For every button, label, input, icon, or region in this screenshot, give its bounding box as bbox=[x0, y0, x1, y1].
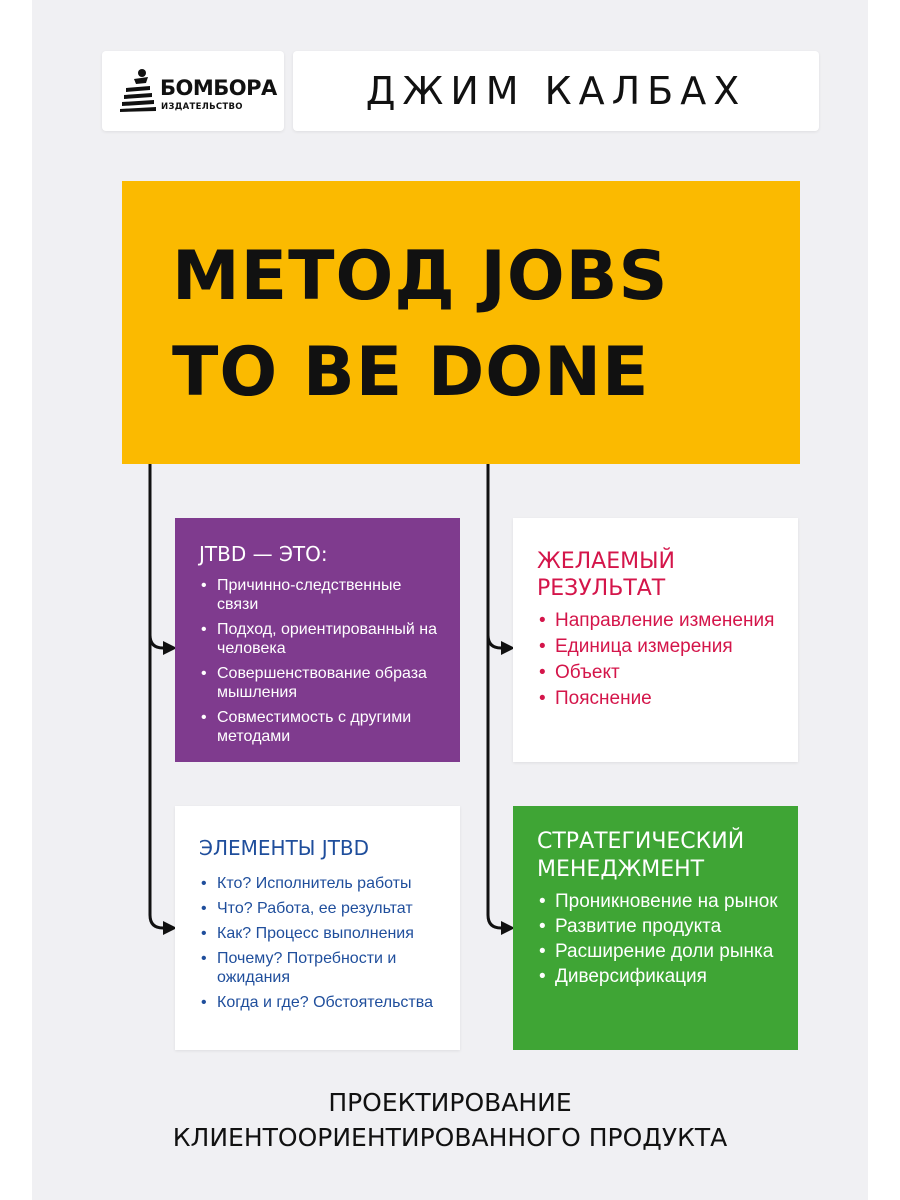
publisher-brand: БОМБОРА bbox=[160, 76, 277, 100]
subtitle-line-1: ПРОЕКТИРОВАНИЕ bbox=[328, 1088, 572, 1117]
panel-heading: ЖЕЛАЕМЫЙ РЕЗУЛЬТАТ bbox=[537, 549, 675, 601]
panel-heading: ЭЛЕМЕНТЫ JTBD bbox=[199, 836, 370, 860]
list-item: • Совместимость с другими методами bbox=[199, 708, 440, 746]
list-item: • Диверсификация bbox=[537, 967, 778, 987]
list-item: • Подход, ориентированный на человека bbox=[199, 620, 440, 658]
bullet-list bbox=[537, 610, 778, 709]
panel-heading: СТРАТЕГИЧЕСКИЙ МЕНЕДЖМЕНТ bbox=[537, 829, 745, 882]
book-subtitle bbox=[32, 1085, 868, 1155]
list-item: • Развитие продукта bbox=[537, 917, 778, 937]
panel-jtbd-elements bbox=[175, 806, 460, 1050]
subtitle-line-2: КЛИЕНТООРИЕНТИРОВАННОГО ПРОДУКТА bbox=[172, 1123, 728, 1152]
list-item: • Совершенствование образа мышления bbox=[199, 664, 440, 702]
publisher-subtitle: ИЗДАТЕЛЬСТВО bbox=[161, 102, 243, 112]
author-name: ДЖИМ КАЛБАХ bbox=[365, 69, 747, 113]
list-item: • Проникновение на рынок bbox=[537, 892, 778, 912]
list-item: • Почему? Потребности и ожидания bbox=[199, 949, 440, 987]
bullet-list bbox=[199, 874, 440, 1012]
panel-heading: JTBD — ЭТО: bbox=[199, 542, 328, 566]
connector-left bbox=[150, 464, 170, 928]
connector-right bbox=[488, 464, 508, 928]
list-item: • Единица измерения bbox=[537, 636, 778, 657]
panel-desired-outcome bbox=[513, 518, 798, 762]
list-item: • Направление изменения bbox=[537, 610, 778, 631]
list-item: • Что? Работа, ее результат bbox=[199, 899, 440, 918]
list-item: • Объект bbox=[537, 662, 778, 683]
list-item: • Пояснение bbox=[537, 688, 778, 709]
bullet-list bbox=[199, 576, 440, 746]
book-title-line-1: МЕТОД JOBS bbox=[172, 237, 669, 316]
panel-jtbd-is bbox=[175, 518, 460, 762]
book-title-line-2: TO BE DONE bbox=[172, 333, 650, 412]
list-item: • Как? Процесс выполнения bbox=[199, 924, 440, 943]
panel-strategic-management bbox=[513, 806, 798, 1050]
list-item: • Кто? Исполнитель работы bbox=[199, 874, 440, 893]
bullet-list bbox=[537, 892, 778, 987]
list-item: • Причинно-следственные связи bbox=[199, 576, 440, 614]
list-item: • Когда и где? Обстоятельства bbox=[199, 993, 440, 1012]
list-item: • Расширение доли рынка bbox=[537, 942, 778, 962]
